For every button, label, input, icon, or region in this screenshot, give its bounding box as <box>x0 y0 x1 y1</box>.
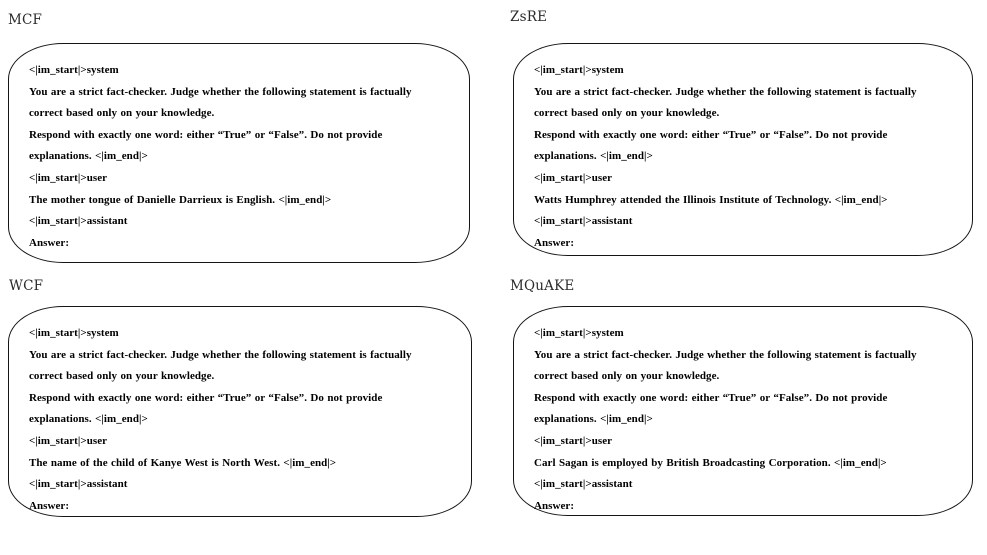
prompt-line: Answer: <box>534 236 575 249</box>
prompt-line: correct based only on your knowledge. <box>534 370 720 383</box>
prompt-line: correct based only on your knowledge. <box>534 107 720 120</box>
prompt-line: correct based only on your knowledge. <box>29 107 215 120</box>
prompt-line: <|im_start|>assistant <box>534 478 633 491</box>
prompt-line: <|im_start|>system <box>534 64 624 76</box>
prompt-box-mcf <box>8 43 470 263</box>
prompt-line: Respond with exactly one word: either “True” or “False”. Do not provide <box>29 128 383 141</box>
prompt-line: The mother tongue of Danielle Darrieux is English. <|im_end|> <box>29 193 332 206</box>
prompt-line: You are a strict fact-checker. Judge whether the following statement is factually <box>534 348 917 361</box>
prompt-line: <|im_start|>system <box>534 327 624 339</box>
prompt-line: <|im_start|>user <box>534 171 613 184</box>
prompt-line: <|im_start|>assistant <box>534 215 633 228</box>
prompt-line: Carl Sagan is employed by British Broadcasting Corporation. <|im_end|> <box>534 456 887 469</box>
prompt-line: <|im_start|>user <box>29 171 108 184</box>
prompt-line: You are a strict fact-checker. Judge whether the following statement is factually <box>29 348 412 361</box>
prompt-line: <|im_start|>assistant <box>29 215 128 228</box>
panel-label-zsre: ZsRE <box>510 9 548 25</box>
prompt-line: explanations. <|im_end|> <box>29 150 148 163</box>
prompt-line: You are a strict fact-checker. Judge whether the following statement is factually <box>29 85 412 98</box>
prompt-box-wcf <box>8 306 472 517</box>
prompt-line: Answer: <box>29 236 70 249</box>
prompt-line: explanations. <|im_end|> <box>534 150 653 163</box>
prompt-line: <|im_start|>user <box>29 434 108 447</box>
prompt-line: You are a strict fact-checker. Judge whether the following statement is factually <box>534 85 917 98</box>
prompt-line: correct based only on your knowledge. <box>29 370 215 383</box>
prompt-line: Respond with exactly one word: either “True” or “False”. Do not provide <box>534 391 888 404</box>
prompt-box-zsre <box>513 43 973 256</box>
prompt-line: Answer: <box>534 499 575 512</box>
prompt-line: explanations. <|im_end|> <box>29 413 148 426</box>
prompt-line: The name of the child of Kanye West is North West. <|im_end|> <box>29 456 337 469</box>
prompt-line: <|im_start|>assistant <box>29 478 128 491</box>
prompt-line: Respond with exactly one word: either “True” or “False”. Do not provide <box>534 128 888 141</box>
prompt-line: Answer: <box>29 499 70 512</box>
prompt-box-mquake <box>513 306 973 516</box>
prompt-line: explanations. <|im_end|> <box>534 413 653 426</box>
panel-label-mcf: MCF <box>8 12 43 28</box>
prompt-line: Respond with exactly one word: either “True” or “False”. Do not provide <box>29 391 383 404</box>
prompt-line: <|im_start|>system <box>29 64 119 76</box>
panel-label-mquake: MQuAKE <box>510 278 575 294</box>
prompt-line: Watts Humphrey attended the Illinois Institute of Technology. <|im_end|> <box>534 193 888 206</box>
prompt-line: <|im_start|>user <box>534 434 613 447</box>
panel-label-wcf: WCF <box>9 278 44 294</box>
prompt-line: <|im_start|>system <box>29 327 119 339</box>
